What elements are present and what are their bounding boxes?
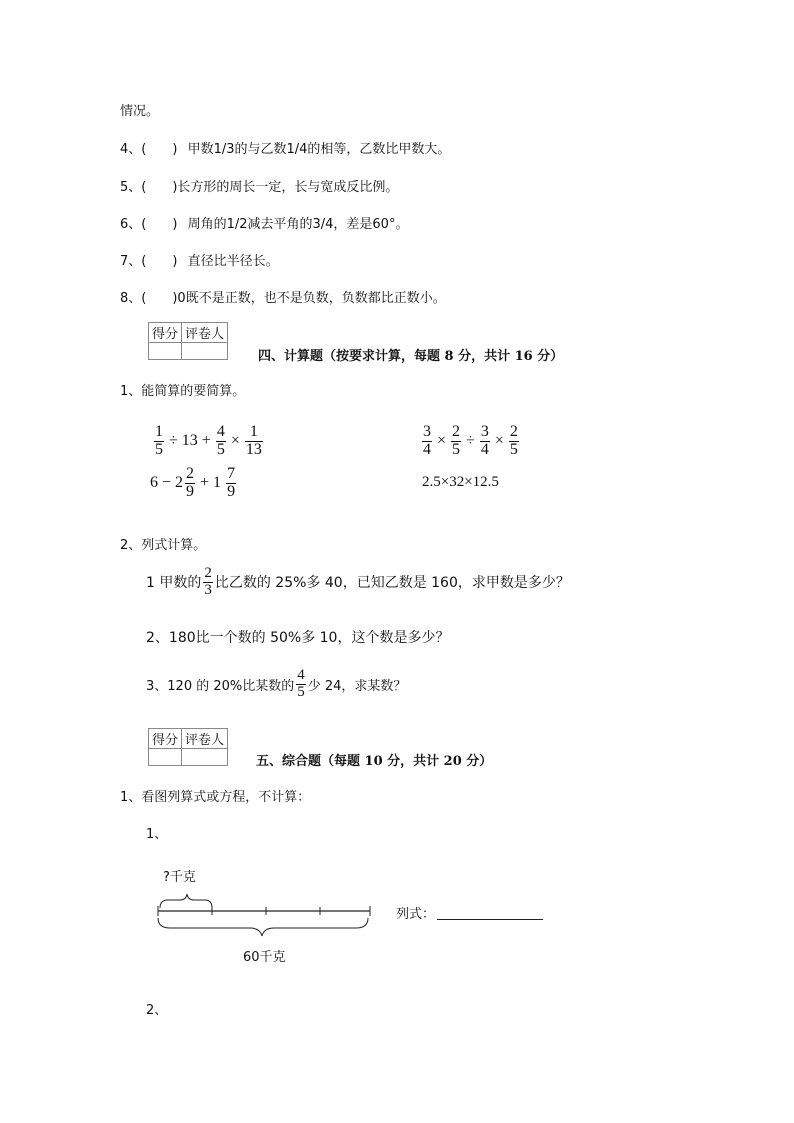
problem-text: 少 24，求某数？: [307, 678, 407, 694]
item-text: 长方形的周长一定，长与宽成反比例。: [177, 180, 399, 195]
score-box: [148, 322, 228, 360]
bottom-brace: [158, 918, 368, 936]
operator: ÷: [466, 432, 475, 450]
problem-2: 2、180比一个数的 50%多 10，这个数是多少？: [146, 630, 450, 646]
fraction: $\frac{2}{5}$: [509, 423, 518, 458]
item-text: 甲数1/3的与乙数1/4的相等，乙数比甲数大。: [187, 142, 451, 157]
top-brace: [160, 894, 212, 908]
grader-label: 评卷人: [182, 729, 228, 749]
fraction: $\frac{2}{3}$: [204, 565, 212, 598]
expression-4: 2.5×32×12.5: [422, 474, 499, 490]
score-cell[interactable]: [149, 343, 182, 360]
sub-question-2: 2、: [146, 1003, 168, 1018]
operator: ×: [494, 432, 504, 450]
score-label: 得分: [149, 323, 182, 343]
unknown-weight-label: ?千克: [163, 870, 196, 885]
grader-label: 评卷人: [182, 323, 228, 343]
close-paren: ): [172, 254, 178, 269]
fraction: $\frac{2}{9}$: [186, 465, 195, 500]
fraction: $\frac{7}{9}$: [227, 465, 236, 500]
fraction: $\frac{4}{5}$: [297, 667, 305, 700]
problem-3: [146, 668, 406, 701]
operator: ×: [230, 432, 240, 450]
close-paren: ): [172, 291, 178, 306]
problem-text: 1 甲数的: [146, 575, 202, 592]
question-1: 1、能简算的要简算。: [120, 384, 246, 399]
close-paren: ): [172, 217, 178, 232]
item-number: 7、(: [120, 254, 147, 269]
section-title: 四、计算题（按要求计算，每题 8 分，共计 16 分）: [258, 349, 564, 364]
continuation-text: 情况。: [120, 104, 160, 119]
problem-1: [146, 566, 570, 599]
operator: ÷ 13 +: [169, 432, 211, 450]
close-paren: ): [172, 180, 178, 195]
score-label: 得分: [149, 729, 182, 749]
judge-item: [120, 213, 408, 232]
item-number: 6、(: [120, 217, 147, 232]
grader-cell[interactable]: [182, 749, 228, 766]
total-weight-label: 60千克: [243, 950, 286, 965]
operand: 6 − 2: [150, 474, 184, 492]
section-title: 五、综合题（每题 10 分，共计 20 分）: [256, 754, 493, 769]
question-2: 2、列式计算。: [120, 538, 207, 553]
judge-item: [120, 250, 279, 269]
problem-text: 比乙数的 25%多 40，已知乙数是 160，求甲数是多少？: [214, 575, 570, 592]
close-paren: ): [172, 142, 178, 157]
sub-question-1: 1、: [146, 827, 168, 842]
grader-cell[interactable]: [182, 343, 228, 360]
item-number: 4、(: [120, 142, 147, 157]
problem-text: 3、120 的 20%比某数的: [146, 678, 295, 694]
judge-item: [120, 138, 450, 157]
segment-diagram: [150, 880, 380, 940]
operator: + 1: [200, 474, 222, 492]
judge-item: [120, 176, 398, 195]
question-1: 1、看图列算式或方程，不计算：: [120, 790, 311, 805]
expression-3: [420, 424, 521, 459]
fraction: $\frac{1}{5}$: [155, 423, 163, 458]
item-text: 0既不是正数，也不是负数，负数都比正数小。: [177, 291, 446, 306]
fraction: $\frac{1}{13}$: [245, 423, 262, 458]
expression-1: [152, 424, 265, 459]
fraction: $\frac{2}{5}$: [452, 423, 461, 458]
fraction: $\frac{3}{4}$: [480, 423, 489, 458]
item-number: 8、(: [120, 291, 147, 306]
item-number: 5、(: [120, 180, 147, 195]
score-box: [148, 728, 228, 766]
fraction: $\frac{4}{5}$: [216, 423, 225, 458]
fraction: $\frac{3}{4}$: [423, 423, 431, 458]
operator: ×: [437, 432, 447, 450]
judge-item: [120, 287, 446, 306]
item-text: 直径比半径长。: [187, 254, 279, 269]
answer-line[interactable]: [437, 919, 543, 920]
expression-2: [150, 466, 238, 501]
item-text: 周角的1/2减去平角的3/4，差是60°。: [187, 217, 409, 232]
score-cell[interactable]: [149, 749, 182, 766]
answer-label: 列式：: [396, 907, 436, 922]
